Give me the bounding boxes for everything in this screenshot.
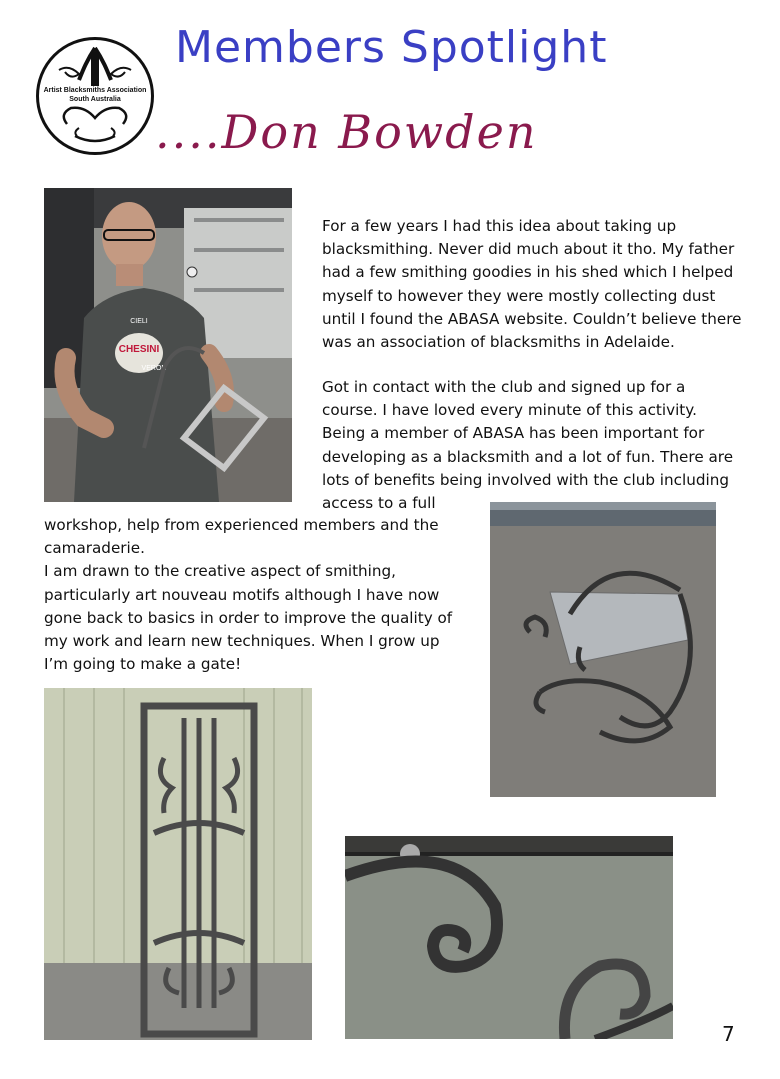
page-title: Members Spotlight	[175, 22, 608, 73]
photo-blacksmith	[44, 188, 292, 502]
article-paragraph-2-start: Got in contact with the club and signed up for a course. I have loved every minute of this activity. Being a member of ABASA has been important for developing as a blacksmith and a lot of fun. There are lots of benefits being involved with the club including access to a full	[322, 378, 734, 513]
article-paragraph-3: I am drawn to the creative aspect of smithing, particularly art nouveau motifs although I have now gone back to basics in order to improve the quality of my work and learn new techniques. When I grow up I’m going to make a gate!	[44, 562, 453, 674]
photo-gate-panel	[44, 688, 312, 1040]
shirt-text-1: CIELI	[130, 318, 148, 325]
photo-iron-stool	[490, 502, 716, 797]
logo-text-line2: South Australia	[69, 96, 121, 103]
page-number: 7	[722, 1022, 735, 1046]
shirt-text-3: VERON	[141, 365, 167, 372]
photo-scroll-closeup	[345, 836, 673, 1039]
article-paragraph-1: For a few years I had this idea about taking up blacksmithing. Never did much about it tho. My father had a few smithing goodies in his shed which I helped myself to however they were mostly collecting dust until I found the ABASA website. Couldn’t believe there was an association of blacksmiths in Adelaide.	[322, 217, 742, 352]
article-paragraph-2-end-text: workshop, help from experienced members and the camaraderie.	[44, 516, 439, 558]
page-subtitle: ....Don Bowden	[155, 105, 538, 159]
abasa-logo	[36, 37, 154, 155]
article-paragraph-2-end	[44, 514, 464, 676]
shirt-text-2: CHESINI	[118, 344, 160, 355]
logo-text-line1: Artist Blacksmiths Association	[43, 87, 147, 94]
